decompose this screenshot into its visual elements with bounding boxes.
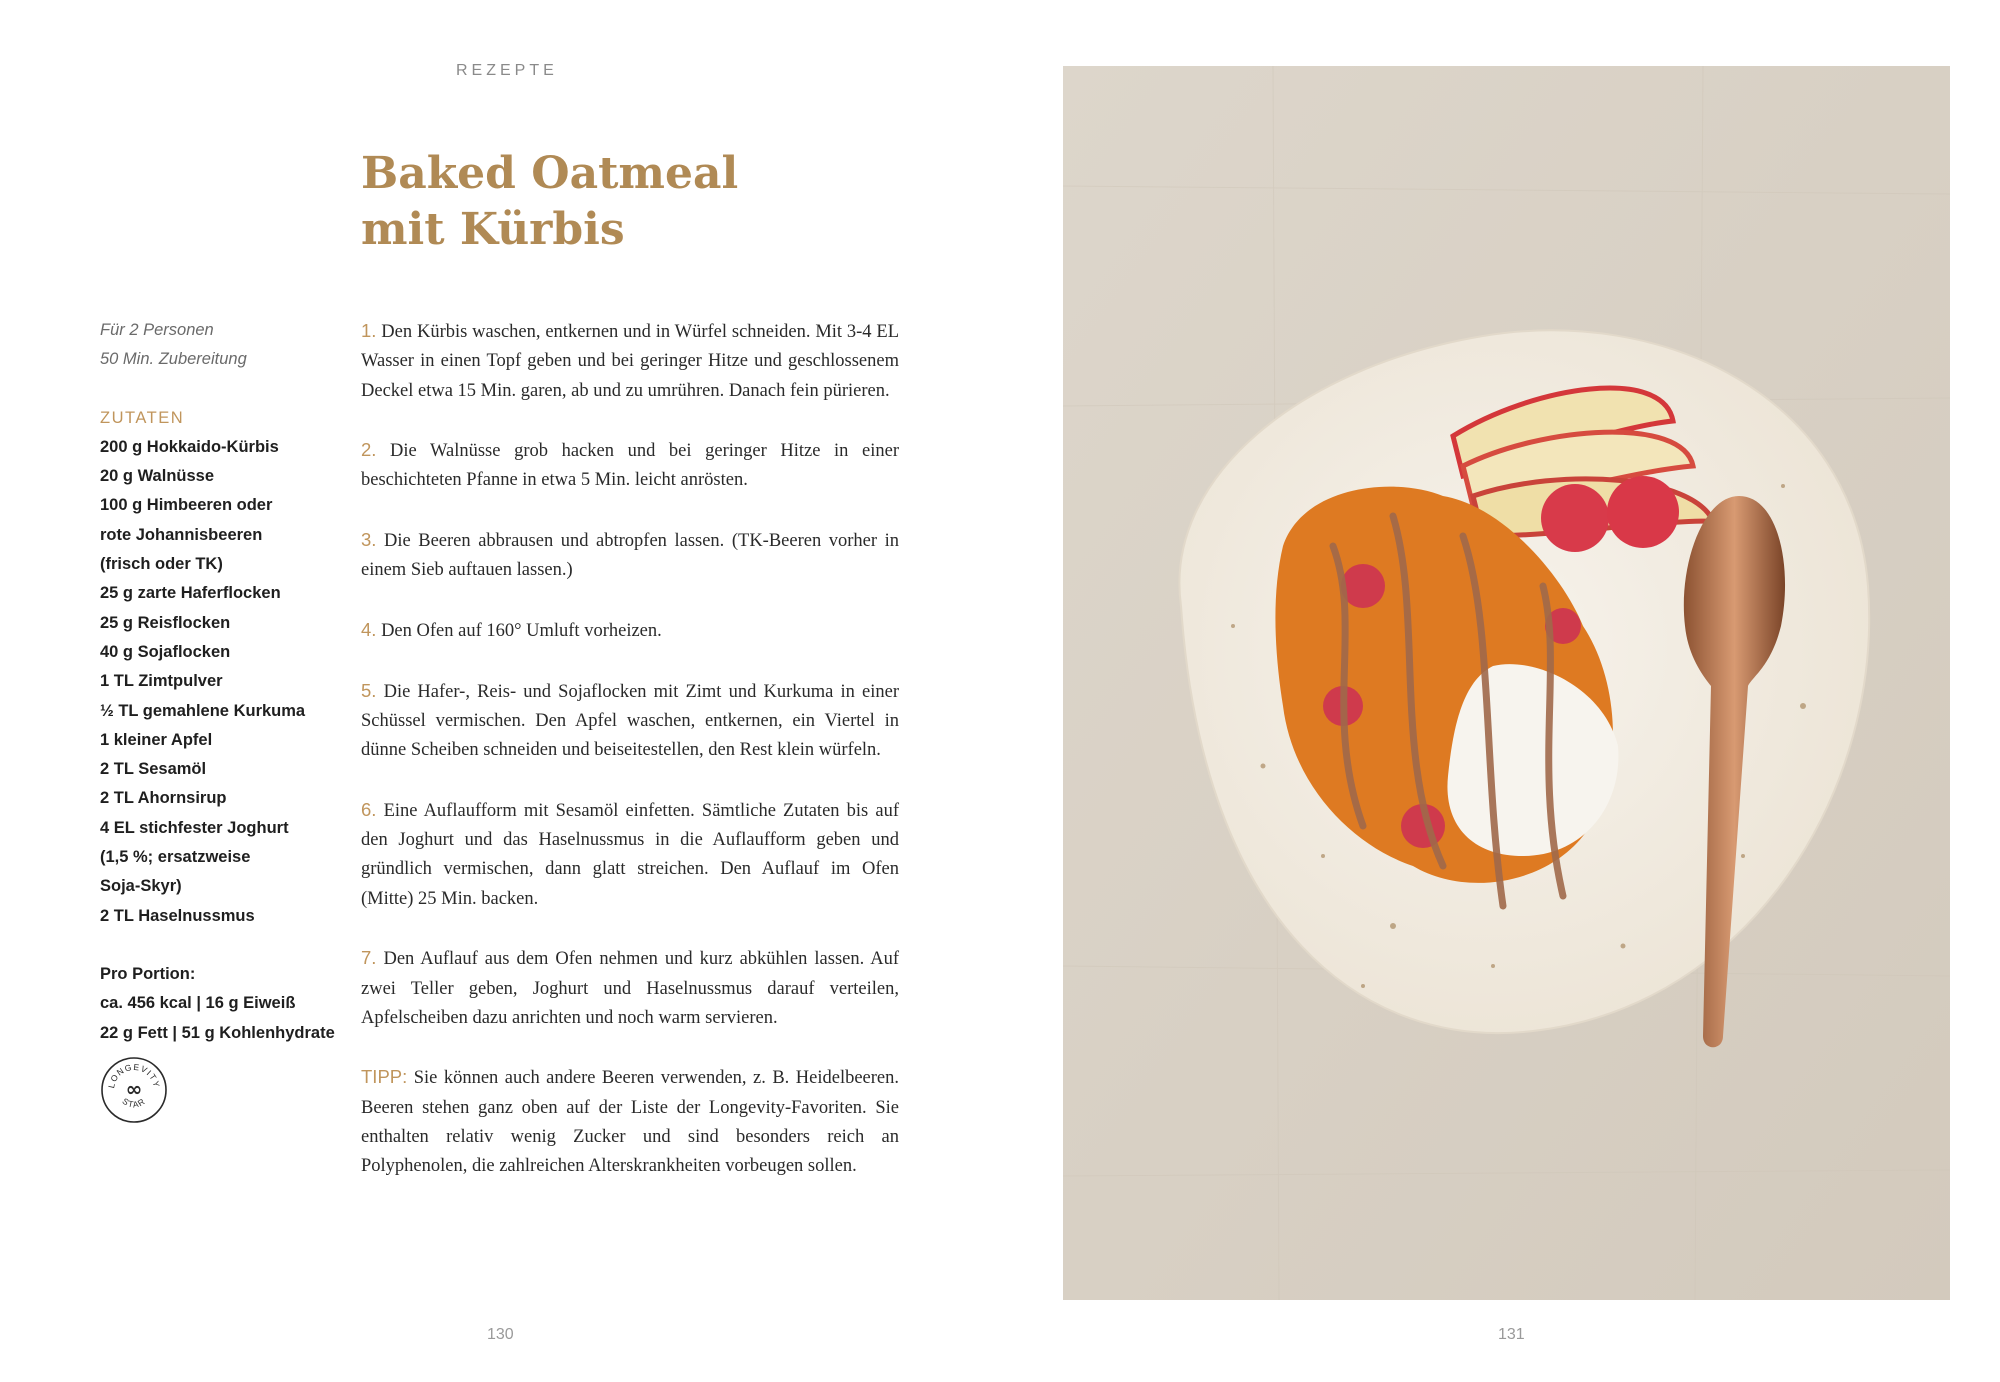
- ingredient-item: (frisch oder TK): [100, 555, 223, 574]
- nutrition-line-2: 22 g Fett | 51 g Kohlenhydrate: [100, 1023, 335, 1042]
- step: [361, 435, 899, 496]
- ingredient-item: 2 TL Ahornsirup: [100, 789, 227, 808]
- ingredient-item: rote Johannisbeeren: [100, 525, 263, 544]
- nutrition-label: Pro Portion:: [100, 964, 196, 983]
- ingredient-item: (1,5 %; ersatzweise: [100, 848, 251, 867]
- step-text: Die Hafer-, Reis- und Sojaflocken mit Zimt und Kurkuma in einer Schüssel vermischen. Den Apfel waschen, entkernen, ein Viertel in dünne Scheiben schneiden und beiseitestellen, den Rest klein würfeln.: [361, 681, 899, 761]
- page-number-left: 130: [487, 1326, 514, 1343]
- step: [361, 676, 899, 766]
- ingredient-item: 2 TL Sesamöl: [100, 760, 207, 779]
- tip: [361, 1062, 899, 1181]
- nutrition-line-1: ca. 456 kcal | 16 g Eiweiß: [100, 994, 296, 1013]
- ingredient-item: 25 g zarte Haferflocken: [100, 584, 281, 603]
- step-text: Die Walnüsse grob hacken und bei geringer Hitze in einer beschichteten Pfanne in etwa 5 Min. leicht anrösten.: [361, 441, 899, 491]
- step: [361, 943, 899, 1033]
- ingredient-item: 100 g Himbeeren oder: [100, 496, 273, 515]
- ingredient-item: 200 g Hokkaido-Kürbis: [100, 437, 279, 456]
- step-text: Eine Auflaufform mit Sesamöl einfetten. Sämtliche Zutaten bis auf den Joghurt und das Haselnussmus in die Auflaufform geben und gründlich vermischen, dann glatt streichen. Den Auflauf im Ofen (Mitte) 25 Min. backen.: [361, 800, 899, 909]
- step-text: Die Beeren abbrausen und abtropfen lassen. (TK-Beeren vorher in einem Sieb auftauen lassen.): [361, 531, 899, 581]
- ingredient-item: 25 g Reisflocken: [100, 613, 231, 632]
- ingredient-item: ½ TL gemahlene Kurkuma: [100, 701, 306, 720]
- step-number: 6.: [361, 798, 377, 820]
- ingredient-item: 1 kleiner Apfel: [100, 730, 213, 749]
- nutrition-info: [100, 960, 340, 1048]
- step-number: 1.: [361, 320, 377, 341]
- step-number: 5.: [361, 679, 377, 701]
- tip-text: Sie können auch andere Beeren verwenden, z. B. Heidelbeeren. Beeren stehen ganz oben auf der Liste der Longevity-Favoriten. Sie enthalten relativ wenig Zucker und sind besonders reich an Polyphenolen, die zahlreichen Alterskrankheiten vorbeugen sollen.: [361, 1068, 899, 1177]
- badge-infinity-symbol: ∞: [125, 1076, 143, 1101]
- running-head: REZEPTE: [456, 62, 558, 79]
- title-line-1: Baked Oatmeal: [361, 148, 739, 199]
- ingredient-item: 4 EL stichfester Joghurt: [100, 818, 289, 837]
- recipe-sidebar: [100, 316, 340, 1134]
- step: [361, 525, 899, 586]
- instructions: [361, 316, 899, 1211]
- badge-top-text: LONGEVITY: [106, 1061, 163, 1089]
- step: [361, 795, 899, 914]
- ingredient-item: 2 TL Haselnussmus: [100, 906, 255, 925]
- recipe-title: [361, 146, 738, 258]
- ingredient-item: 20 g Walnüsse: [100, 467, 215, 486]
- step-text: Den Kürbis waschen, entkernen und in Würfel schneiden. Mit 3-4 EL Wasser in einen Topf geben und bei geringer Hitze und geschlossenem Deckel etwa 15 Min. garen, ab und zu umrühren. Danach fein pürieren.: [361, 322, 900, 401]
- dish-illustration: [1063, 66, 1950, 1300]
- title-line-2: mit Kürbis: [361, 204, 625, 255]
- longevity-star-badge-icon: [100, 1056, 168, 1124]
- prep-time: 50 Min. Zubereitung: [100, 350, 247, 369]
- step-text: Den Ofen auf 160° Umluft vorheizen.: [381, 620, 662, 641]
- ingredient-item: 1 TL Zimtpulver: [100, 672, 223, 691]
- recipe-photo: [1063, 66, 1950, 1300]
- step-text: Den Auflauf aus dem Ofen nehmen und kurz abkühlen lassen. Auf zwei Teller geben, Joghurt und Haselnussmus darauf verteilen, Apfelscheiben dazu anrichten und noch warm servieren.: [361, 949, 899, 1028]
- ingredients-heading: ZUTATEN: [100, 408, 185, 427]
- servings: Für 2 Personen: [100, 321, 214, 339]
- step-number: 4.: [361, 618, 377, 640]
- badge-bottom-text: STAR: [120, 1095, 148, 1110]
- page-number-right: 131: [1498, 1326, 1525, 1343]
- ingredient-item: 40 g Sojaflocken: [100, 642, 231, 661]
- step: [361, 615, 899, 646]
- tip-label: TIPP:: [361, 1066, 408, 1088]
- step: [361, 316, 899, 406]
- step-number: 7.: [361, 947, 377, 969]
- step-number: 2.: [361, 439, 377, 461]
- ingredient-list: [100, 433, 340, 931]
- ingredient-item: Soja-Skyr): [100, 877, 182, 896]
- step-number: 3.: [361, 529, 377, 551]
